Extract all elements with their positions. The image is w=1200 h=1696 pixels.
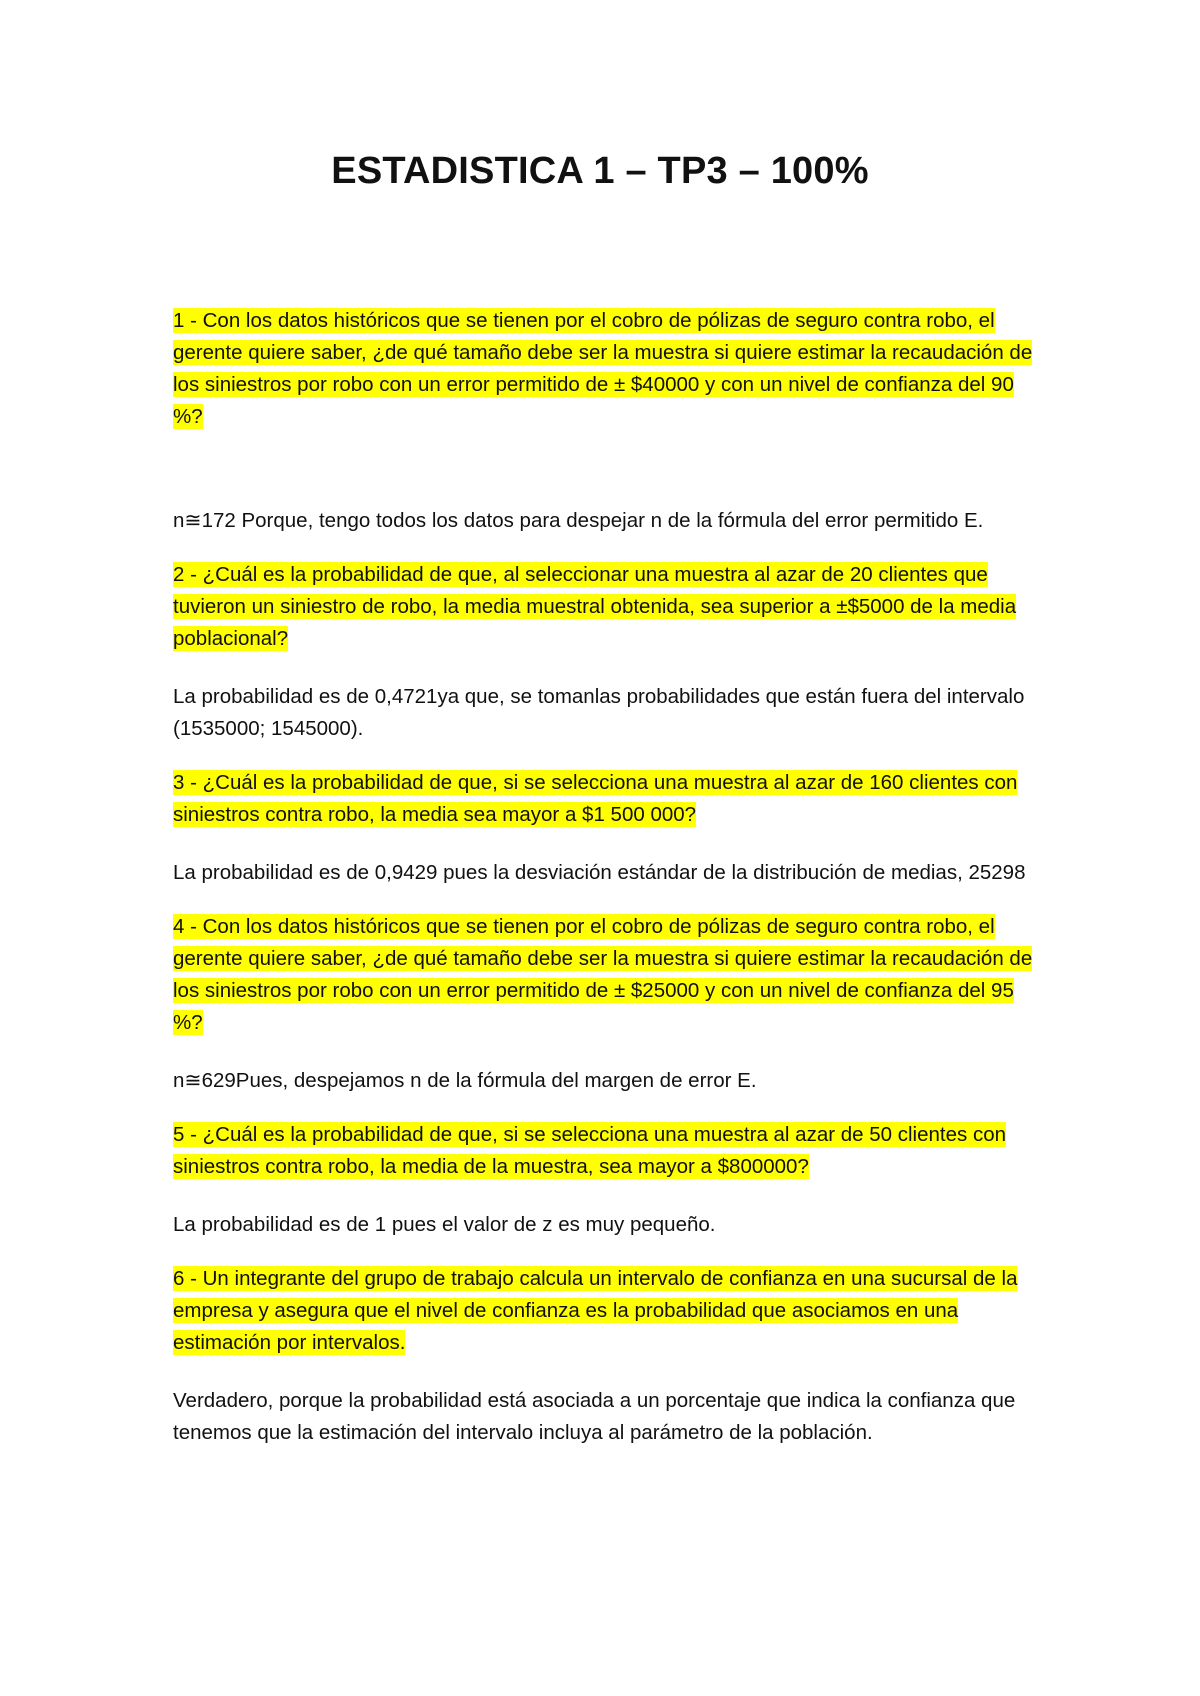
question-2-text: 2 - ¿Cuál es la probabilidad de que, al seleccionar una muestra al azar de 20 clientes que tuvieron un siniestro de robo, la media muestral obtenida, sea superior a ±$5000 de la media poblacional? [173,563,1017,650]
question-1-text: 1 - Con los datos históricos que se tienen por el cobro de pólizas de seguro contra robo, el gerente quiere saber, ¿de qué tamaño debe ser la muestra si quiere estimar la recaudación de los siniestros por robo con un error permitido de ± $40000 y con un nivel de confianza del 90 %? [173,309,1033,428]
document-title: ESTADISTICA 1 – TP3 – 100% [331,150,869,192]
question-2 [173,559,1033,655]
answer-1: n≅172 Porque, tengo todos los datos para despejar n de la fórmula del error permitido E. [173,509,984,532]
answer-4: n≅629Pues, despejamos n de la fórmula del margen de error E. [173,1069,757,1092]
question-5 [173,1119,1033,1183]
document-body [173,305,1033,1471]
question-3-text: 3 - ¿Cuál es la probabilidad de que, si se selecciona una muestra al azar de 160 clientes con siniestros contra robo, la media sea mayor a $1 500 000? [173,771,1018,826]
answer-3: La probabilidad es de 0,9429 pues la desviación estándar de la distribución de medias, 25298 [173,861,1026,884]
question-1 [173,305,1033,433]
question-3 [173,767,1033,831]
answer-5: La probabilidad es de 1 pues el valor de z es muy pequeño. [173,1213,716,1236]
question-4 [173,911,1033,1039]
answer-6: Verdadero, porque la probabilidad está asociada a un porcentaje que indica la confianza que tenemos que la estimación del intervalo incluya al parámetro de la población. [173,1389,1016,1444]
question-6 [173,1263,1033,1359]
question-5-text: 5 - ¿Cuál es la probabilidad de que, si se selecciona una muestra al azar de 50 clientes con siniestros contra robo, la media de la muestra, sea mayor a $800000? [173,1123,1007,1178]
answer-2: La probabilidad es de 0,4721ya que, se tomanlas probabilidades que están fuera del intervalo (1535000; 1545000). [173,685,1025,740]
question-4-text: 4 - Con los datos históricos que se tienen por el cobro de pólizas de seguro contra robo, el gerente quiere saber, ¿de qué tamaño debe ser la muestra si quiere estimar la recaudación de los siniestros por robo con un error permitido de ± $25000 y con un nivel de confianza del 95 %? [173,915,1033,1034]
question-6-text: 6 - Un integrante del grupo de trabajo calcula un intervalo de confianza en una sucursal de la empresa y asegura que el nivel de confianza es la probabilidad que asociamos en una estimación por intervalos. [173,1267,1018,1354]
